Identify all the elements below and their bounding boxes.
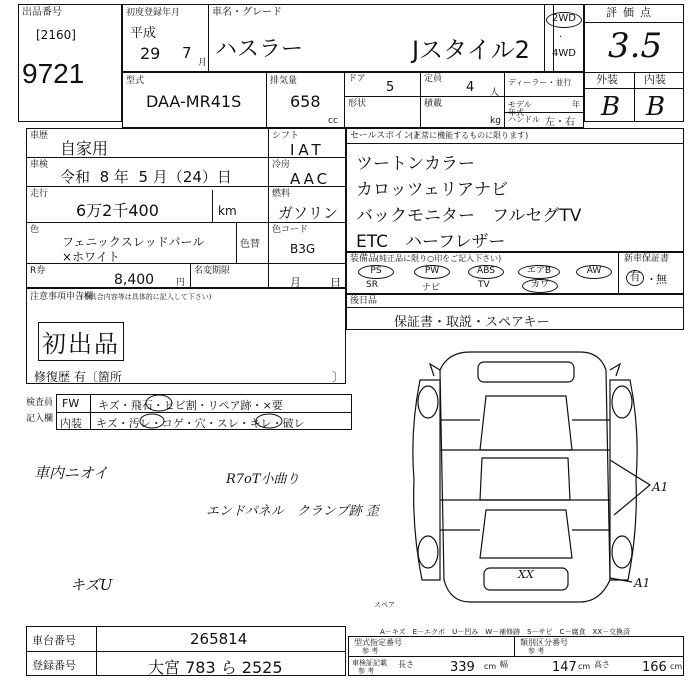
drive-2wd: 2WD [546,12,582,28]
disp-value: 658 [290,92,321,111]
equip-airbag: エアB [518,265,560,279]
color-value2: ×ホワイト [62,250,120,264]
equip-abs: ABS [468,265,504,279]
fuel-value: ガソリン [278,204,339,222]
plate-value: 大宮 783 ら 2525 [148,658,283,677]
equip-navi: ナビ [422,283,441,293]
spare-label: スペア [374,601,395,609]
length-value: 339 [450,660,475,675]
note-end-panel: エンドパネル クランプ跡 歪 [206,504,379,519]
shift-value: IAT [290,141,325,159]
equip-tv: TV [478,280,490,290]
ext-score: B [601,92,621,122]
door-value: 5 [386,80,395,95]
first-reg-label: 初度登録年月 [126,8,181,18]
capacity-label: 定員 [424,74,443,84]
equip-leather: カワ [522,279,558,293]
sales-point-3: バックモニター フルセグTV [356,206,582,226]
mark-a1-rear: A1 [634,576,651,590]
car-grade: Jスタイル2 [412,36,530,64]
lot-label: 出品番号 [22,7,62,18]
chassis-value: 265814 [190,630,248,648]
door-label: ドア [348,74,366,84]
usage-value: 自家用 [60,139,109,158]
warranty-yes: 有 [626,270,644,286]
car-name: ハスラー [215,37,304,62]
ac-value: AAC [290,170,331,188]
equipment-label: 装備品 [350,254,378,264]
recycle-value: 8,400 [114,272,155,288]
height-value: 166 [642,660,667,675]
lot-sub: [2160] [36,28,76,42]
inspection-value: 令和 8 年 5 月（24）日 [60,168,232,186]
ext-label: 外装 [596,73,618,86]
inspector-row2: キズ・汚レ・コゲ・穴・スレ・キレ・破レ [96,417,305,430]
warranty-no: 無 [656,273,667,286]
damage-legend: A－キズ E－エクボ U－凹み W－補修跡 S－サビ C－腐食 XX－交換済 [380,628,631,636]
repair-history: 修復歴 有〔箇所 [34,370,122,384]
color-value1: フェニックスレッドパール [62,235,205,249]
lot-number: 9721 [22,58,85,89]
shape-label: 形状 [348,99,367,109]
caution-label: 注意事項申告欄 [30,292,94,302]
mark-xx: XX [518,568,534,581]
first-reg-month: 7 [182,44,192,62]
model-label: 型式 [126,76,145,86]
sales-point-4: ETC ハーフレザー [356,232,506,252]
handle-value: 左・右 [545,117,575,128]
score-label: 評価点 [606,6,657,19]
int-score: B [646,92,666,122]
first-reg-year: 29 [140,44,161,63]
equip-pw: PW [414,265,450,279]
model-value: DAA-MR41S [146,92,242,111]
equip-ps: PS [358,265,394,279]
equip-sr: SR [366,280,378,290]
dealer-label: ディーラー・並行 [508,78,572,87]
car-label: 車名・グレード [212,7,282,18]
mark-a1-side: A1 [652,480,669,494]
note-scratch: キズU [70,576,113,594]
note-odor: 車内ニオイ [34,464,109,482]
handle-label: ハンドル [508,115,540,124]
first-listing-stamp: 初出品 [38,322,124,361]
disp-label: 排気量 [270,76,298,86]
capacity-value: 4 [466,80,475,95]
color-code-value: B3G [290,242,316,256]
drive-4wd: 4WD [552,48,576,59]
equip-aw: AW [576,265,612,279]
sales-point-2: カロッツェリアナビ [356,180,508,200]
first-reg-era: 平成 [130,26,157,41]
note-bend: R7oT小曲り [226,472,300,487]
inspector-row1: キズ・飛石・ヒビ割・リペア跡・×要 [98,399,283,412]
score-value: 3.5 [608,26,663,66]
load-label: 積載 [424,99,443,109]
documents-value: 保証書・取説・スペアキー [394,315,550,330]
width-value: 147 [552,660,577,675]
sales-point-1: ツートンカラー [356,154,475,174]
int-label: 内装 [644,73,666,86]
mileage-value: 6万2千400 [76,201,159,220]
sales-points-label: セールスポイント [350,131,422,141]
